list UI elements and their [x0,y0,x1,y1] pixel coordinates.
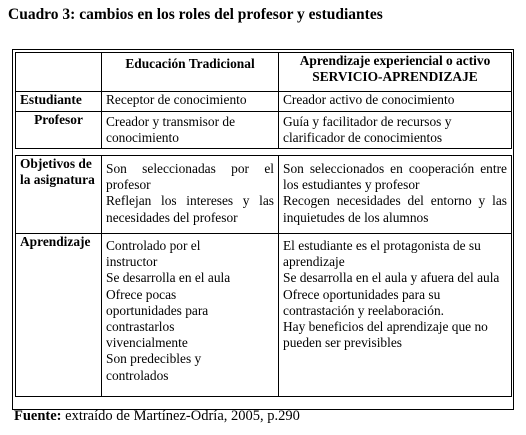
header-experiencial-line1: Aprendizaje experiencial o activo [299,53,491,68]
header-experiencial-line2: SERVICIO-APRENDIZAJE [312,69,478,85]
table-separator-row [16,149,512,156]
header-tradicional-label: Educación Tradicional [125,56,255,71]
source-note [14,408,300,425]
source-text: extraído de Martínez-Odría, 2005, p.290 [61,408,300,424]
list-item: Reflejan los intereses y las necesidades del profesor [106,193,274,225]
row-label-estudiante: Estudiante [16,92,102,112]
cell-profesor-tradicional: Creador y transmisor de conocimiento [102,112,279,149]
cell-aprendizaje-tradicional [102,234,279,397]
list-item: Se desarrolla en el aula [106,270,231,286]
list-item: El estudiante es el protagonista de su aprendizaje [283,238,481,270]
cell-objetivos-tradicional [102,156,279,234]
source-label: Fuente: [14,408,62,424]
list-item: Ofrece oportunidades para su contrastación y reelaboración. [283,286,444,318]
header-tradicional [102,53,279,92]
row-label-aprendizaje: Aprendizaje [16,234,102,397]
table-row-objetivos [16,156,512,234]
list-item: Son seleccionadas por el profesor [106,161,274,193]
cell-aprendizaje-experiencial [279,234,512,397]
list-item: Recogen necesidades del entorno y las inquietudes de los alumnos [283,193,507,225]
table-row-profesor [16,112,512,149]
list-item: Controlado por el instructor [106,238,201,270]
table-row-estudiante [16,92,512,112]
table-row-aprendizaje [16,234,512,397]
table-title: Cuadro 3: cambios en los roles del profesor y estudiantes [8,6,383,23]
list-item: Son predecibles y controlados [106,351,202,383]
list-item: Hay beneficios del aprendizaje que no pueden ser previsibles [283,319,488,351]
list-item: Son seleccionados en cooperación entre los estudiantes y profesor [283,161,507,193]
cell-profesor-experiencial: Guía y facilitador de recursos y clarificador de conocimientos [279,112,512,149]
list-item: Se desarrolla en el aula y afuera del aula [283,270,500,286]
cell-estudiante-tradicional: Receptor de conocimiento [102,92,279,112]
row-label-objetivos: Objetivos de la asignatura [16,156,102,234]
table-separator [16,149,512,156]
row-label-profesor: Profesor [16,112,102,149]
header-experiencial [279,53,512,92]
header-empty-cell [16,53,102,92]
cell-objetivos-experiencial [279,156,512,234]
roles-comparison-table [15,52,512,397]
list-item: Ofrece pocas oportunidades para contrastarlos vivencialmente [106,286,209,351]
cell-estudiante-experiencial: Creador activo de conocimiento [279,92,512,112]
table-header-row [16,53,512,92]
